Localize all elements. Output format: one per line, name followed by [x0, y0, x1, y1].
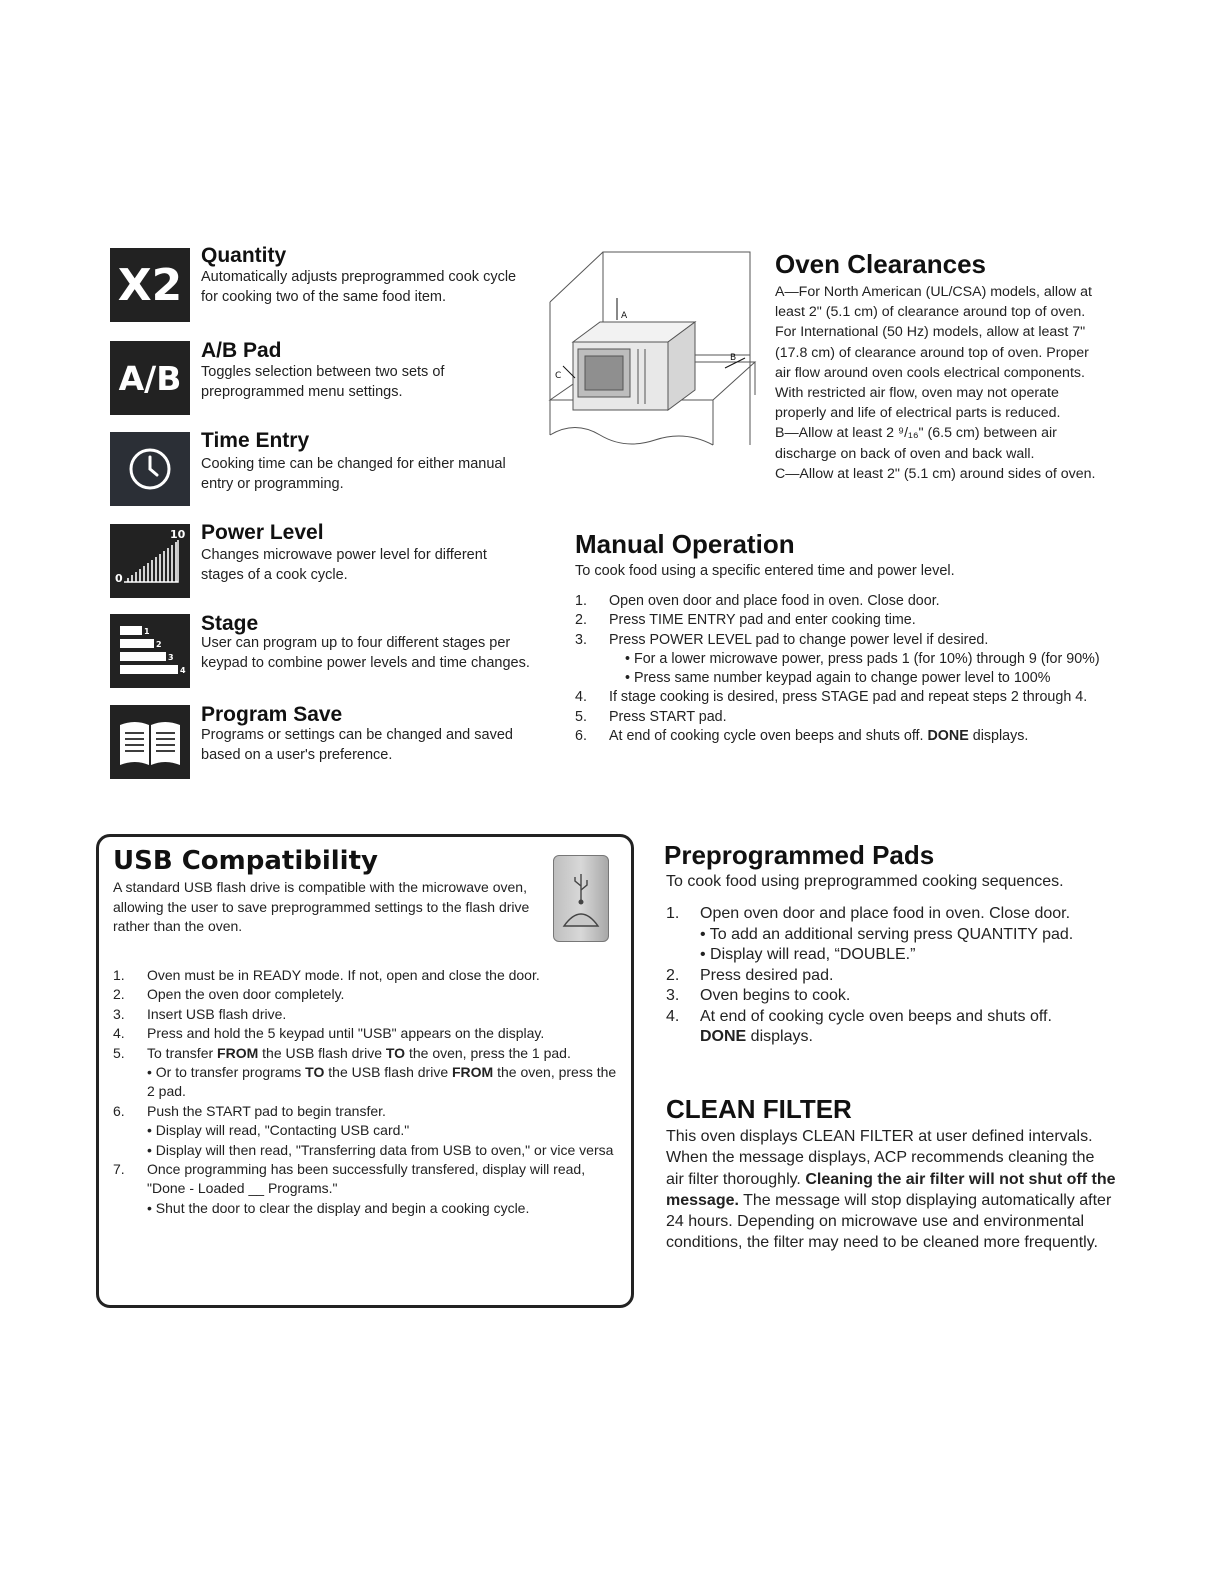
manual-operation-title: Manual Operation	[575, 529, 795, 559]
usb-intro: A standard USB flash drive is compatible with the microwave oven, allowing the user to save preprogrammed settings to the flash drive rather than the oven.	[113, 879, 530, 934]
list-item: 6. At end of cooking cycle oven beeps and shuts off. DONE displays.	[575, 728, 1029, 745]
oven-clearances-line: B—Allow at least 2 ⁹/₁₆" (6.5 cm) between air	[775, 425, 1057, 442]
list-item: 5. To transfer FROM the USB flash drive TO the oven, press the 1 pad. • Or to transfer programs TO the USB flash drive FROM the oven, press the 2 pad.	[113, 1044, 617, 1100]
svg-text:2: 2	[156, 640, 162, 649]
quantity-title: Quantity	[201, 244, 287, 267]
program-save-title: Program Save	[201, 703, 343, 726]
usb-title: USB Compatibility	[113, 846, 378, 876]
list-item: 2. Press desired pad.	[666, 966, 834, 984]
power-level-icon	[110, 524, 190, 598]
list-item: 1. Oven must be in READY mode. If not, open and close the door.	[113, 967, 540, 983]
time-entry-title: Time Entry	[201, 429, 310, 452]
preprogrammed-pads-title: Preprogrammed Pads	[664, 840, 935, 870]
diagram-label-a: A	[621, 311, 628, 321]
power-level-icon-high: 10	[170, 528, 186, 541]
oven-clearances-line: discharge on back of oven and back wall.	[775, 445, 1035, 462]
power-level-icon-low: 0	[115, 572, 123, 585]
list-item: 3. Press POWER LEVEL pad to change power level if desired. • For a lower microwave power, press pads 1 (for 10%) through 9 (for 90%) • Press same number keypad again to change power level to 100%	[575, 631, 1100, 687]
program-save-desc: Programs or settings can be changed and saved based on a user's preference.	[201, 727, 513, 763]
list-item: 4. Press and hold the 5 keypad until "USB" appears on the display.	[113, 1025, 545, 1042]
clock-icon	[110, 432, 190, 506]
oven-clearances-text	[775, 282, 1175, 484]
stage-steps-icon	[110, 614, 190, 688]
list-item: 4. At end of cooking cycle oven beeps and shuts off. DONE displays.	[666, 1007, 1052, 1045]
time-entry-desc: Cooking time can be changed for either manual entry or programming.	[201, 456, 506, 492]
ab-icon: A/B	[110, 341, 190, 415]
list-item: 5. Press START pad.	[575, 708, 727, 725]
list-item: 2. Open the oven door completely.	[113, 986, 345, 1003]
clean-filter-text: This oven displays CLEAN FILTER at user defined intervals. When the message displays, ACP recommends cleaning the air filter thoroughly. Cleaning the air filter will not shut off the message. The message will stop displaying automatically after 24 hours. Depending on microwave use and environmental conditions, the filter may need to be cleaned more frequently.	[666, 1128, 1116, 1252]
preprogrammed-intro: To cook food using preprogrammed cooking sequences.	[666, 873, 1064, 890]
manual-operation-steps	[575, 592, 1135, 746]
oven-clearances-line: A—For North American (UL/CSA) models, allow at	[775, 284, 1092, 300]
clean-filter-title: CLEAN FILTER	[666, 1094, 852, 1124]
ab-pad-title: A/B Pad	[201, 339, 282, 362]
list-item: 3. Oven begins to cook.	[666, 987, 851, 1004]
oven-clearances-line: With restricted air flow, oven may not operate	[775, 385, 1059, 402]
svg-text:3: 3	[168, 653, 174, 662]
oven-clearances-line: least 2" (5.1 cm) of clearance around top of oven.	[775, 304, 1086, 321]
list-item: 1. Open oven door and place food in oven. Close door.	[575, 593, 940, 609]
usb-steps	[113, 966, 618, 1218]
oven-clearances-title: Oven Clearances	[775, 249, 987, 279]
preprogrammed-steps	[666, 904, 1166, 1048]
power-level-title: Power Level	[201, 521, 324, 544]
svg-text:1: 1	[144, 627, 150, 636]
oven-clearances-line: air flow around oven cools electrical components.	[775, 364, 1085, 381]
oven-clearances-line: For International (50 Hz) models, allow at least 7"	[775, 324, 1086, 341]
list-item: 7. Once programming has been successfully transfered, display will read, "Done - Loaded __ Programs." • Shut the door to clear the display and begin a cooking cycle.	[113, 1161, 586, 1216]
oven-clearance-diagram	[545, 250, 760, 495]
oven-clearances-line: (17.8 cm) of clearance around top of oven. Proper	[775, 344, 1089, 361]
oven-clearances-line: properly and life of electrical parts is reduced.	[775, 405, 1061, 422]
power-level-desc: Changes microwave power level for different stages of a cook cycle.	[201, 547, 487, 583]
diagram-label-c: C	[555, 371, 562, 381]
list-item: 4. If stage cooking is desired, press STAGE pad and repeat steps 2 through 4.	[575, 689, 1088, 706]
quantity-desc: Automatically adjusts preprogrammed cook cycle for cooking two of the same food item.	[201, 269, 517, 305]
stage-desc: User can program up to four different stages per keypad to combine power levels and time changes.	[201, 635, 530, 671]
list-item: 6. Push the START pad to begin transfer. • Display will read, "Contacting USB card." • Display will then read, "Transferring data from USB to oven," or vice versa	[113, 1102, 614, 1158]
ab-pad-desc: Toggles selection between two sets of preprogrammed menu settings.	[201, 364, 445, 400]
list-item: 1. Open oven door and place food in oven. Close door. • To add an additional serving press QUANTITY pad. • Display will read, “DOUBLE.”	[666, 905, 1074, 963]
book-icon	[110, 705, 190, 779]
stage-title: Stage	[201, 612, 259, 635]
x2-icon: X2	[110, 248, 190, 322]
list-item: 2. Press TIME ENTRY pad and enter cooking time.	[575, 612, 916, 629]
manual-operation-intro: To cook food using a specific entered time and power level.	[575, 563, 955, 579]
svg-text:4: 4	[180, 666, 186, 675]
list-item: 3. Insert USB flash drive.	[113, 1005, 287, 1022]
diagram-label-b: B	[730, 353, 737, 363]
usb-drive-icon	[553, 855, 609, 942]
oven-clearances-line: C—Allow at least 2" (5.1 cm) around sides of oven.	[775, 465, 1096, 482]
